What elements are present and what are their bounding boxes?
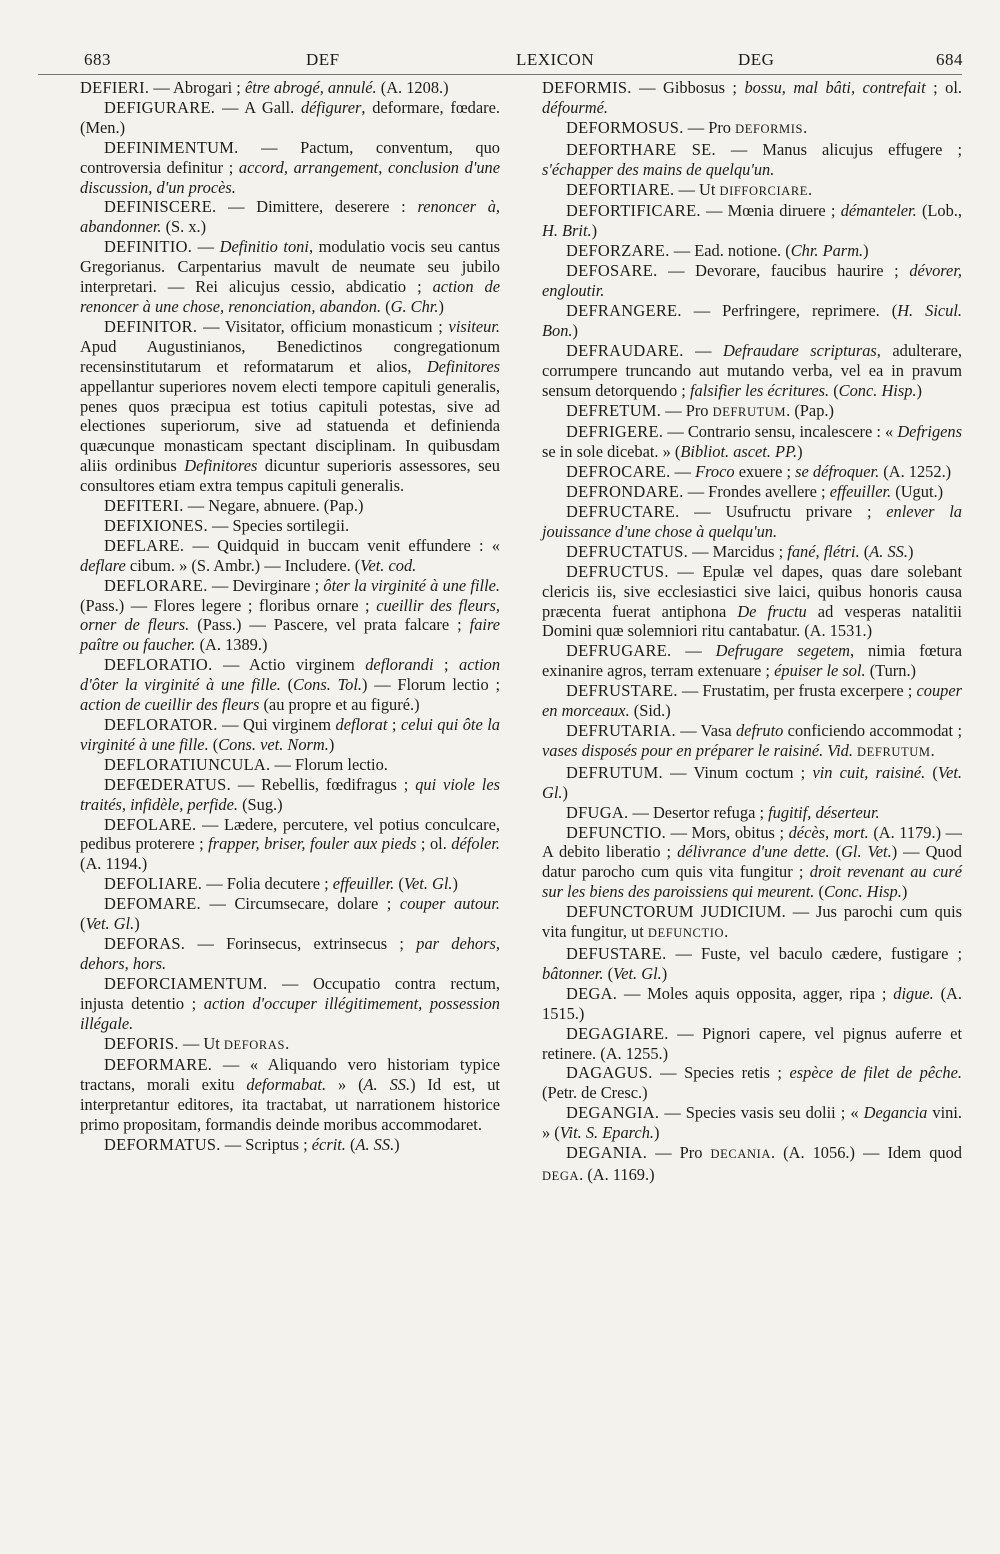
dictionary-entry: DEFUNCTORUM JUDICIUM. — Jus parochi cum quis vita fungitur, ut DEFUNCTIO.	[542, 902, 962, 942]
dictionary-entry: DEFINIMENTUM. — Pactum, conventum, quo controversia definitur ; accord, arrangement, conclusion d'une discussion, d'un procès.	[80, 137, 500, 197]
dictionary-entry: DEFORTHARE SE. — Manus alicujus effugere ; s'échapper des mains de quelqu'un.	[542, 139, 963, 179]
dictionary-entry: DEFORZARE. — Ead. notione. (Chr. Parm.)	[566, 241, 869, 261]
dictionary-entry: DEFINITIO. — Definitio toni, modulatio vocis seu cantus Gregorianus. Carpentarius mavult de neumate seu jubilo interpretari. — Rei alicujus cessio, abdicatio ; action de renoncer à une chose, renonciation, abandon. (G. Chr.)	[80, 237, 500, 316]
dictionary-entry: DEFITERI. — Negare, abnuere. (Pap.)	[104, 496, 364, 516]
page-number-right: 684	[936, 50, 963, 69]
dictionary-entry: DEFŒDERATUS. — Rebellis, fœdifragus ; qui viole les traités, infidèle, perfide. (Sug.)	[80, 774, 500, 814]
dictionary-entry: DEFRUSTARE. — Frustatim, per frusta excerpere ; couper en morceaux. (Sid.)	[542, 681, 962, 721]
dictionary-entry: DEFRUGARE. — Defrugare segetem, nimia fœtura exinanire agros, terram extenuare ; épuiser le sol. (Turn.)	[542, 641, 962, 681]
dictionary-entry: DEFRUCTATUS. — Marcidus ; fané, flétri. (A. SS.)	[566, 541, 914, 561]
dictionary-entry: DEFORTIFICARE. — Mœnia diruere ; démanteler. (Lob., H. Brit.)	[542, 201, 962, 241]
dictionary-entry: DEFRUTARIA. — Vasa defruto conficiendo accommodat ; vases disposés pour en préparer le raisiné. Vid. DEFRUTUM.	[542, 721, 962, 760]
dictionary-entry: DEFLORATIO. — Actio virginem deflorandi ; action d'ôter la virginité à une fille. (Cons. Tol.) — Florum lectio ; action de cueillir des fleurs (au propre et au figuré.)	[80, 655, 501, 715]
dictionary-entry: DEFOLARE. — Lædere, percutere, vel potius conculcare, pedibus proterere ; frapper, briser, fouler aux pieds ; ol. défoler. (A. 1194.)	[80, 814, 501, 874]
page-number-left: 683	[84, 50, 111, 69]
header-rule	[38, 74, 962, 75]
dictionary-entry: DEFINITOR. — Visitator, officium monasticum ; visiteur. Apud Augustinianos, Benedictinos congregationum recensinstitutarum et reformatarum et alios, Definitores appellantur superiores novem electi tempore capituli generalis, penes quos præcipua est totius capituli potestas, sive ad electiones superiorum, sive ad statuenda et definienda quæcunque monasticam spectant disciplinam. In quibusdam aliis ordinibus Definitores dicuntur superioris assessores, seu consultores etiam extra tempus capituli generalis.	[80, 316, 500, 496]
running-title: LEXICON	[516, 50, 595, 69]
dictionary-entry: DEFORMIS. — Gibbosus ; bossu, mal bâti, contrefait ; ol. défourmé.	[542, 78, 962, 117]
dictionary-entry: DEFOLIARE. — Folia decutere ; effeuiller. (Vet. Gl.)	[104, 874, 458, 894]
two-column-body	[38, 78, 962, 1187]
dictionary-entry: DEFLORARE. — Devirginare ; ôter la virginité à une fille. (Pass.) — Flores legere ; floribus ornare ; cueillir des fleurs, orner de fleurs. (Pass.) — Pascere, vel prata falcare ; faire paître ou faucher. (A. 1389.)	[80, 575, 501, 655]
dictionary-entry: DEFIXIONES. — Species sortilegii.	[104, 515, 350, 535]
dictionary-entry: DEFORTIARE. — Ut DIFFORCIARE.	[566, 179, 813, 199]
dictionary-entry: DEFORMARE. — « Aliquando vero historiam typice tractans, morali exitu deformabat. » (A. SS.) Id est, ut interpretantur editores, ita tractabat, ut narrationem historice primo propositam, formandis deinde moribus accommodaret.	[80, 1055, 500, 1135]
dictionary-entry: DEFORMATUS. — Scriptus ; écrit. (A. SS.)	[104, 1135, 400, 1155]
dictionary-entry: DEFROCARE. — Froco exuere ; se défroquer. (A. 1252.)	[566, 462, 952, 482]
dictionary-entry: DEFORIS. — Ut DEFORAS.	[104, 1033, 290, 1053]
guide-word-left: DEF	[306, 50, 340, 69]
dictionary-entry: DFUGA. — Desertor refuga ; fugitif, déserteur.	[566, 802, 880, 822]
dictionary-entry: DEFIERI. — Abrogari ; être abrogé, annulé. (A. 1208.)	[80, 78, 449, 97]
dictionary-entry: DEFRIGERE. — Contrario sensu, incalescere : « Defrigens se in sole dicebat. » (Bibliot. ascet. PP.)	[542, 422, 962, 462]
dictionary-entry: DEFOSARE. — Devorare, faucibus haurire ; dévorer, engloutir.	[542, 261, 962, 301]
dictionary-entry: DEFLORATOR. — Qui virginem deflorat ; celui qui ôte la virginité à une fille. (Cons. vet. Norm.)	[80, 715, 501, 754]
dictionary-entry: DEFINISCERE. — Dimittere, deserere : renoncer à, abandonner. (S. x.)	[80, 197, 501, 237]
dictionary-entry: DEFRUTUM. — Vinum coctum ; vin cuit, raisiné. (Vet. Gl.)	[542, 762, 962, 802]
dictionary-entry: DEFORMOSUS. — Pro DEFORMIS.	[566, 117, 808, 137]
dictionary-entry: DEFIGURARE. — A Gall. défigurer, deformare, fœdare. (Men.)	[80, 97, 500, 137]
dictionary-entry: DEFRONDARE. — Frondes avellere ; effeuiller. (Ugut.)	[566, 482, 944, 502]
right-column	[542, 78, 962, 1187]
dictionary-entry: DEFRUCTUS. — Epulæ vel dapes, quas dare solebant clericis iis, sive ecclesiastici sive laici, quibus honoris causa præcenta fuerat antiphona De fructu ad vesperas natalitii Domini quæ solemniori ritu cantabatur. (A. 1531.)	[542, 561, 962, 641]
dictionary-entry: DEFOMARE. — Circumsecare, dolare ; couper autour. (Vet. Gl.)	[80, 894, 500, 934]
dictionary-entry: DEFLORATIUNCULA. — Florum lectio.	[104, 754, 388, 774]
dictionary-entry: DEFUNCTIO. — Mors, obitus ; décès, mort. (A. 1179.) — A debito liberatio ; délivrance d'une dette. (Gl. Vet.) — Quod datur parocho cum quis vita fungitur ; droit revenant au curé sur les biens des paroissiens qui meurent. (Conc. Hisp.)	[542, 822, 963, 902]
dictionary-entry: DEFORAS. — Forinsecus, extrinsecus ; par dehors, dehors, hors.	[80, 933, 500, 973]
dictionary-entry: DEFLARE. — Quidquid in buccam venit effundere : « deflare cibum. » (S. Ambr.) — Includere. (Vet. cod.	[80, 535, 500, 575]
dictionary-entry: DEFRUCTARE. — Usufructu privare ; enlever la jouissance d'une chose à quelqu'un.	[542, 502, 963, 541]
running-header	[38, 44, 962, 78]
dictionary-entry: DEGAGIARE. — Pignori capere, vel pignus auferre et retinere. (A. 1255.)	[542, 1023, 962, 1063]
dictionary-entry: DEFRETUM. — Pro DEFRUTUM. (Pap.)	[566, 400, 834, 420]
dictionary-entry: DEFRAUDARE. — Defraudare scripturas, adulterare, corrumpere truncando aut mutando verba, vel ea in pravum sensum detorquendo ; falsifier les écritures. (Conc. Hisp.)	[542, 340, 962, 400]
dictionary-entry: DAGAGUS. — Species retis ; espèce de filet de pêche. (Petr. de Cresc.)	[542, 1063, 962, 1103]
left-column	[80, 78, 500, 1187]
guide-word-right: DEG	[738, 50, 775, 69]
dictionary-entry: DEGANIA. — Pro DECANIA. (A. 1056.) — Idem quod DEGA. (A. 1169.)	[542, 1143, 963, 1184]
dictionary-entry: DEFORCIAMENTUM. — Occupatio contra rectum, injusta detentio ; action d'occuper illégitimement, possession illégale.	[80, 973, 500, 1033]
dictionary-entry: DEGA. — Moles aquis opposita, agger, ripa ; digue. (A. 1515.)	[542, 983, 962, 1023]
dictionary-entry: DEFRANGERE. — Perfringere, reprimere. (H. Sicul. Bon.)	[542, 300, 962, 340]
dictionary-entry: DEFUSTARE. — Fuste, vel baculo cædere, fustigare ; bâtonner. (Vet. Gl.)	[542, 943, 962, 983]
dictionary-entry: DEGANGIA. — Species vasis seu dolii ; « Degancia vini. » (Vit. S. Eparch.)	[542, 1103, 962, 1143]
